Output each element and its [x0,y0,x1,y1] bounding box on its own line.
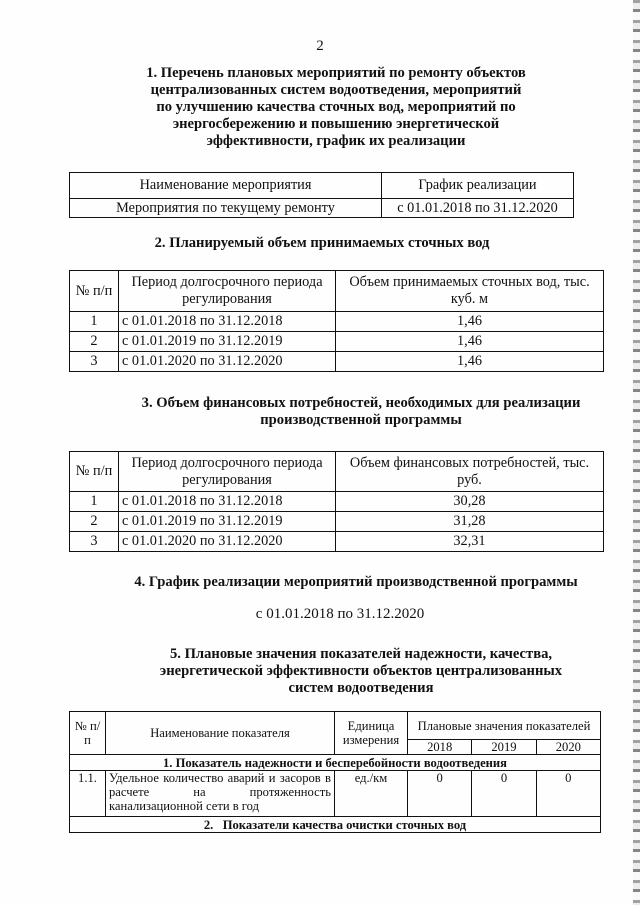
column-header: Наименование мероприятия [70,173,382,199]
section5-title-line: систем водоотведения [288,680,434,696]
year-header: 2018 [408,740,472,755]
section1-title [80,65,592,150]
table-header-row [70,712,601,740]
table-cell: ед./км [335,771,408,817]
table-cell: 1 [70,312,119,332]
table-cell: 0 [472,771,536,817]
financial-needs-table [69,451,604,552]
table-header-row [70,271,604,312]
table-row [70,352,604,372]
column-header: № п/п [70,712,106,755]
column-header: Период долгосрочного периода регулирования [119,271,336,312]
indicators-table [69,711,601,833]
column-header: Плановые значения показателей [408,712,601,740]
table-cell: 2 [70,512,119,532]
section5-title [96,646,626,697]
table-cell: 3 [70,352,119,372]
table-cell: 1,46 [336,332,604,352]
table-cell: с 01.01.2020 по 31.12.2020 [119,532,336,552]
year-header: 2019 [472,740,536,755]
section1-title-line: энергосбережению и повышению энергетической [172,116,500,132]
column-header: Единица измерения [335,712,408,755]
table-cell: с 01.01.2018 по 31.12.2018 [119,312,336,332]
table-cell: 1 [70,492,119,512]
section4-title: 4. График реализации мероприятий производственной программы [134,574,578,590]
section3-title [96,395,626,429]
table-row [70,755,601,771]
table-cell: с 01.01.2018 по 31.12.2020 [382,199,574,218]
table-row [70,817,601,833]
table-cell: 32,31 [336,532,604,552]
column-header: Период долгосрочного периода регулирования [119,452,336,492]
activities-table [69,172,574,218]
table-cell: 3 [70,532,119,552]
table-cell: 0 [536,771,600,817]
page-number: 2 [316,38,324,54]
table-row [70,492,604,512]
table-cell: 0 [408,771,472,817]
table-cell: 1.1. [70,771,106,817]
table-cell: 2 [70,332,119,352]
section1-title-line: эффективности, график их реализации [206,133,466,149]
section2-title: 2. Планируемый объем принимаемых сточных вод [154,235,490,251]
section1-title-line: централизованных систем водоотведения, мероприятий [150,82,522,98]
table-header-row [70,452,604,492]
table-cell: 1,46 [336,352,604,372]
section5-title-line: энергетической эффективности объектов централизованных [159,663,563,679]
table-cell: Мероприятия по текущему ремонту [70,199,382,218]
section5-title-line: 5. Плановые значения показателей надежности, качества, [169,646,553,662]
year-header: 2020 [536,740,600,755]
column-header: Объем финансовых потребностей, тыс. руб. [336,452,604,492]
section1-title-line: 1. Перечень плановых мероприятий по ремонту объектов [146,65,526,81]
table-row [70,332,604,352]
column-header: Наименование показателя [106,712,335,755]
table-row [70,512,604,532]
column-header: Объем принимаемых сточных вод, тыс. куб. м [336,271,604,312]
table-cell: с 01.01.2019 по 31.12.2019 [119,332,336,352]
scan-edge [633,0,640,905]
section3-title-line: производственной программы [260,412,462,428]
wastewater-volume-table [69,270,604,372]
table-row [70,771,601,817]
table-header-row [70,173,574,199]
column-header: № п/п [70,452,119,492]
table-cell: с 01.01.2020 по 31.12.2020 [119,352,336,372]
table-cell: с 01.01.2019 по 31.12.2019 [119,512,336,532]
table-cell: 30,28 [336,492,604,512]
table-cell: 1,46 [336,312,604,332]
table-row [70,312,604,332]
section3-title-line: 3. Объем финансовых потребностей, необходимых для реализации [141,395,581,411]
table-row [70,199,574,218]
table-cell: 31,28 [336,512,604,532]
table-row [70,532,604,552]
table-cell: Удельное количество аварий и засоров в расчете на протяженность канализационной сети в год [106,771,335,817]
section4-period: с 01.01.2018 по 31.12.2020 [255,606,425,622]
group-header: 1. Показатель надежности и бесперебойности водоотведения [70,755,601,771]
column-header: № п/п [70,271,119,312]
section1-title-line: по улучшению качества сточных вод, мероприятий по [156,99,516,115]
group-header: 2. Показатели качества очистки сточных вод [70,817,601,833]
column-header: График реализации [382,173,574,199]
table-cell: с 01.01.2018 по 31.12.2018 [119,492,336,512]
